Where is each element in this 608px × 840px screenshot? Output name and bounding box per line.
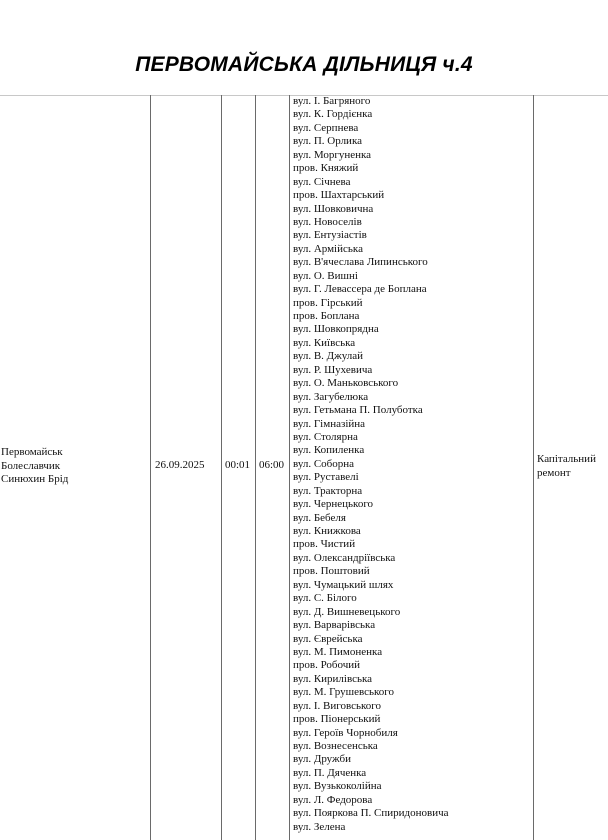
street-item: вул. К. Гордієнка	[293, 108, 373, 121]
street-item: вул. Гімназійна	[293, 417, 366, 430]
column-divider	[533, 95, 534, 840]
street-item: вул. І. Багряного	[293, 95, 371, 107]
street-item: вул. Моргуненка	[293, 148, 372, 161]
street-item: вул. Л. Федорова	[293, 793, 373, 806]
street-item: вул. Загубелюка	[293, 390, 369, 403]
locality-name: Первомайськ	[1, 446, 63, 458]
street-item: вул. Армійська	[293, 242, 363, 255]
street-item: пров. Гірський	[293, 296, 363, 309]
street-item: вул. Пояркова П. Спиридоновича	[293, 807, 449, 820]
street-item: вул. Героїв Чорнобиля	[293, 726, 398, 739]
street-item: вул. П. Дяченка	[293, 766, 367, 779]
reason-line: ремонт	[537, 466, 571, 479]
locality-name: Синюхин Брід	[1, 473, 69, 485]
column-divider	[221, 95, 222, 840]
street-item: вул. Вузькоколійна	[293, 780, 382, 793]
street-item: вул. Вознесенська	[293, 740, 378, 752]
column-divider	[289, 95, 290, 840]
page-title: ПЕРВОМАЙСЬКА ДІЛЬНИЦЯ ч.4	[135, 53, 473, 76]
street-item: пров. Боплана	[293, 310, 360, 322]
street-item: вул. Варварівська	[293, 619, 376, 632]
column-divider	[150, 95, 151, 840]
reason-cell	[537, 453, 607, 480]
street-item: вул. П. Орлика	[293, 135, 363, 148]
street-item: пров. Поштовий	[293, 565, 370, 578]
street-item: вул. Чумацький шлях	[293, 578, 394, 591]
street-item: вул. С. Білого	[293, 592, 357, 605]
street-list	[293, 95, 533, 834]
street-item: пров. Робочий	[293, 659, 361, 672]
street-item: вул. М. Пимоненка	[293, 645, 383, 658]
column-divider	[255, 95, 256, 840]
street-item: вул. Київська	[293, 336, 356, 349]
end-time-cell: 06:00	[259, 459, 285, 471]
street-item: вул. О. Маньковського	[293, 377, 399, 390]
street-item: вул. Ентузіастів	[293, 229, 367, 242]
street-item: вул. Чернецького	[293, 498, 374, 511]
street-item: вул. Новоселів	[293, 215, 362, 228]
street-item: вул. Дружби	[293, 753, 351, 766]
street-item: вул. В'ячеслава Липинського	[293, 256, 428, 269]
street-item: вул. Кирилівська	[293, 672, 373, 685]
street-item: пров. Шахтарський	[293, 189, 385, 202]
date-cell: 26.09.2025	[155, 459, 205, 471]
street-item: вул. Шовковична	[293, 202, 374, 215]
street-item: вул. Гетьмана П. Полуботка	[293, 404, 423, 417]
street-item: пров. Княжий	[293, 162, 359, 175]
street-item: вул. Серпнева	[293, 121, 359, 134]
street-item: вул. О. Вишні	[293, 269, 358, 282]
street-item: вул. Тракторна	[293, 484, 363, 497]
street-item: пров. Чистий	[293, 538, 356, 551]
street-item: вул. В. Джулай	[293, 350, 364, 363]
street-item: вул. І. Виговського	[293, 699, 381, 712]
street-item: вул. Зелена	[293, 820, 346, 833]
street-item: вул. Р. Шухевича	[293, 363, 373, 376]
street-item: вул. Бебеля	[293, 511, 346, 524]
street-item: вул. Єврейська	[293, 632, 363, 645]
locality-name: Болеславчик	[1, 459, 61, 472]
locality-cell	[1, 446, 147, 487]
street-item: пров. Піонерський	[293, 713, 381, 726]
street-item: вул. Д. Вишневецького	[293, 605, 401, 618]
reason-line: Капітальний	[537, 453, 596, 465]
street-item: вул. Олександріївська	[293, 551, 396, 564]
street-item: вул. Копиленка	[293, 444, 365, 457]
street-item: вул. Січнева	[293, 175, 351, 188]
street-item: вул. Шовкопрядна	[293, 323, 379, 336]
start-time-cell: 00:01	[225, 459, 251, 471]
street-item: вул. М. Грушевського	[293, 686, 395, 699]
street-item: вул. Столярна	[293, 430, 358, 443]
street-item: вул. Руставелі	[293, 471, 359, 484]
street-item: вул. Книжкова	[293, 525, 361, 537]
street-item: вул. Соборна	[293, 457, 355, 470]
street-item: вул. Г. Левассера де Боплана	[293, 283, 427, 296]
